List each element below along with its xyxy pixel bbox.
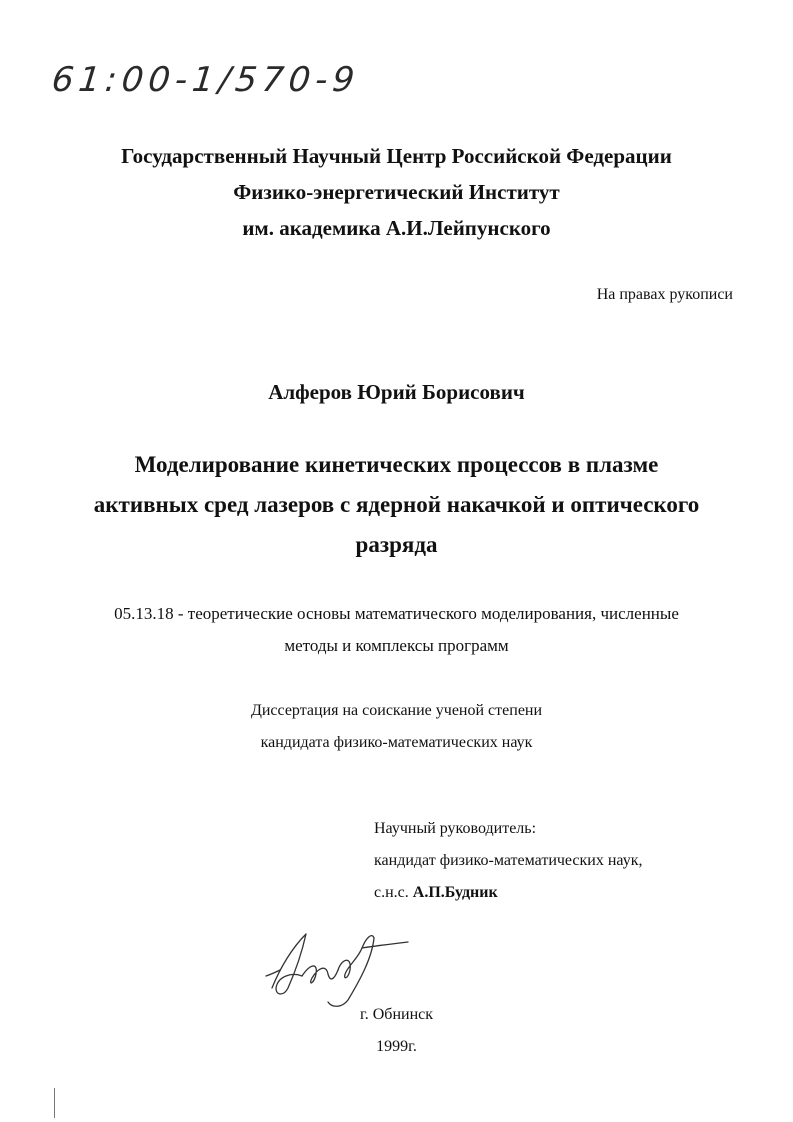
specialty-line-2: методы и комплексы программ [284, 636, 509, 655]
organization-line-2: Физико-энергетический Институт [233, 180, 560, 204]
dissertation-line-2: кандидата физико-математических наук [260, 734, 533, 751]
advisor-position: с.н.с. [374, 884, 409, 901]
specialty-line-1: 05.13.18 - теоретические основы математического моделирования, численные [114, 604, 679, 623]
advisor-degree: кандидат физико-математических наук, [374, 852, 643, 869]
manuscript-note: На правах рукописи [596, 286, 733, 303]
dissertation-line-1: Диссертация на соискание ученой степени [250, 702, 543, 719]
title-line-3: разряда [355, 532, 438, 557]
author-name: Алферов Юрий Борисович [268, 380, 525, 404]
scan-edge-mark [54, 1088, 55, 1118]
year: 1999г. [376, 1038, 417, 1055]
city: г. Обнинск [359, 1006, 433, 1023]
organization-line-1: Государственный Научный Центр Российской Федерации [121, 144, 672, 168]
advisor-label: Научный руководитель: [374, 820, 537, 837]
title-line-1: Моделирование кинетических процессов в плазме [134, 452, 659, 477]
title-line-2: активных сред лазеров с ядерной накачкой и оптического [93, 492, 700, 517]
organization-line-3: им. академика А.И.Лейпунского [242, 216, 551, 240]
archive-code-handwritten: 61:00-1/570-9 [49, 60, 362, 100]
advisor-position-line [374, 884, 498, 902]
handwritten-signature [262, 918, 412, 1013]
advisor-name: А.П.Будник [412, 884, 498, 901]
